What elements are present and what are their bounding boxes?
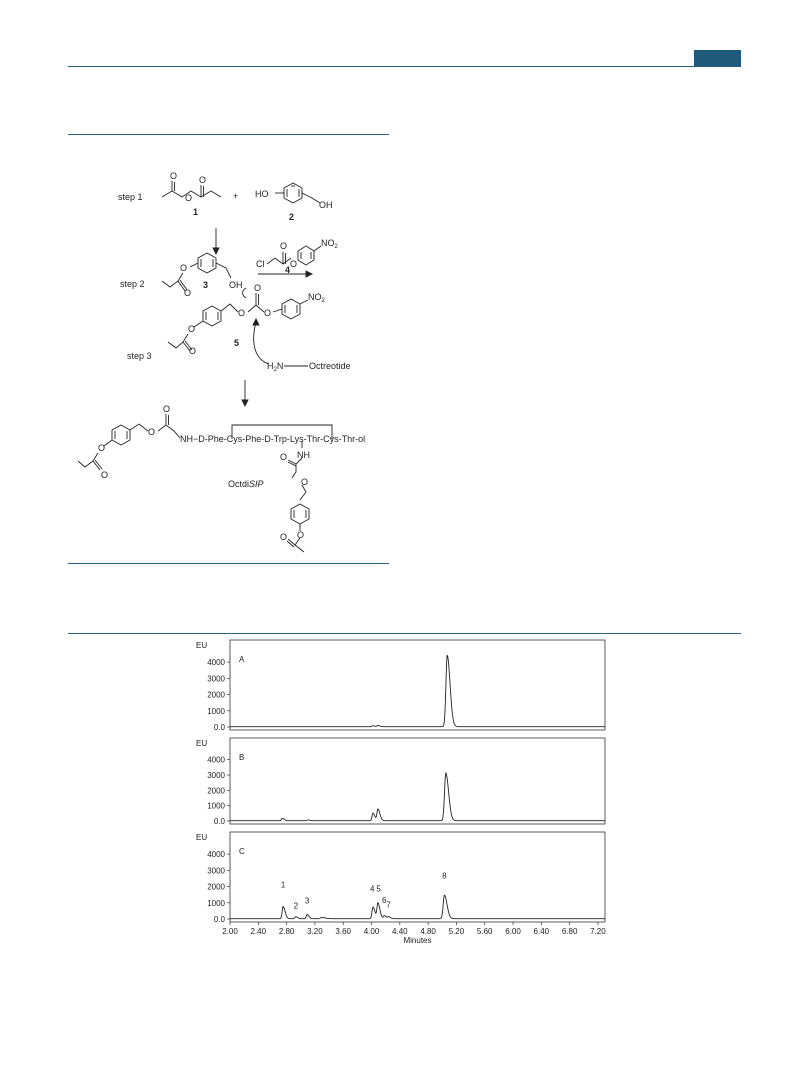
- atom-o: O: [280, 241, 288, 251]
- y-tick-label: 2000: [207, 690, 225, 700]
- x-tick-label: 7.20: [590, 927, 606, 936]
- product-label: OctdiSIP: [228, 479, 264, 489]
- figure-top-rule: [68, 633, 741, 634]
- y-tick-label: 3000: [207, 771, 225, 780]
- atom-o: O: [184, 288, 192, 298]
- y-tick-label: 2000: [207, 786, 225, 796]
- y-tick-label: 4000: [207, 658, 225, 668]
- chromatogram-trace: [230, 656, 605, 727]
- atom-oh: OH: [229, 280, 243, 290]
- peak-label: 5: [376, 884, 381, 894]
- x-tick-label: 4.40: [392, 927, 408, 936]
- x-tick-label: 6.00: [505, 927, 521, 936]
- compound-number: 3: [203, 280, 209, 290]
- y-axis-label: EU: [196, 641, 208, 650]
- atom-o: O: [185, 193, 193, 203]
- atom-ho: HO: [255, 189, 269, 199]
- y-tick-label: 0.0: [213, 723, 225, 732]
- atom-o: O: [180, 263, 188, 273]
- atom-o: O: [199, 175, 207, 185]
- y-tick-label: 4000: [207, 755, 225, 765]
- x-tick-label: 6.80: [561, 927, 578, 936]
- scheme-top-rule: [68, 134, 389, 135]
- octreotide-label: Octreotide: [309, 361, 351, 371]
- atom-o: O: [264, 308, 272, 318]
- chromatogram-trace: [230, 773, 605, 821]
- x-tick-label: 2.00: [222, 927, 238, 936]
- x-tick-label: 5.60: [476, 927, 493, 936]
- peak-label: 7: [386, 900, 391, 910]
- x-tick-label: 4.00: [363, 927, 380, 936]
- atom-o: O: [163, 404, 171, 414]
- y-tick-label: 3000: [207, 866, 225, 876]
- step-1-label: step 1: [118, 192, 143, 202]
- peak-label: 3: [304, 896, 310, 906]
- atom-oh: OH: [319, 200, 333, 210]
- x-axis-label: Minutes: [403, 936, 432, 945]
- atom-o: O: [290, 259, 298, 269]
- x-tick-label: 3.60: [335, 927, 351, 936]
- atom-o: O: [301, 477, 309, 487]
- header-accent-block: [694, 50, 741, 66]
- atom-o: O: [238, 308, 246, 318]
- chart-panel-frame: [230, 738, 605, 824]
- y-tick-label: 1000: [207, 801, 225, 811]
- atom-o: O: [254, 283, 262, 293]
- atom-o: O: [170, 171, 178, 181]
- x-tick-label: 5.20: [448, 927, 465, 936]
- compound-number: 4: [285, 265, 291, 275]
- peptide-chain: NH−D-Phe-Cys-Phe-D-Trp-Lys-Thr-Cys-Thr-ol: [180, 434, 366, 444]
- x-tick-label: 2.80: [278, 927, 295, 936]
- compound-number: 1: [193, 207, 199, 217]
- panel-label: C: [239, 847, 245, 856]
- atom-o: O: [280, 532, 288, 542]
- y-tick-label: 4000: [207, 850, 225, 860]
- chromatogram-trace: [230, 895, 605, 918]
- amine-group: $H_2N$: [267, 361, 284, 373]
- y-tick-label: 2000: [207, 882, 225, 892]
- x-tick-label: 3.20: [307, 927, 323, 936]
- atom-o: O: [280, 452, 288, 462]
- hplc-chromatogram: [190, 638, 620, 956]
- x-tick-label: 6.40: [533, 927, 550, 936]
- x-tick-label: 4.80: [420, 927, 436, 936]
- panel-label: A: [239, 655, 245, 664]
- atom-o: O: [101, 470, 109, 480]
- atom-o: O: [297, 530, 305, 540]
- chart-panel-frame: [230, 640, 605, 730]
- nitro-group: $NO_2$: [308, 292, 325, 304]
- y-tick-label: 3000: [207, 674, 225, 684]
- atom-o: O: [98, 443, 106, 453]
- nitro-group: $NO_2$: [321, 238, 338, 250]
- y-tick-label: 1000: [207, 706, 225, 716]
- y-tick-label: 0.0: [213, 915, 225, 924]
- atom-o: O: [189, 346, 197, 356]
- y-axis-label: EU: [196, 739, 208, 748]
- y-tick-label: 0.0: [213, 817, 225, 826]
- panel-label: B: [239, 753, 245, 762]
- peak-label: 4: [369, 884, 375, 894]
- x-tick-label: 2.40: [250, 927, 267, 936]
- compound-number: 5: [234, 338, 240, 348]
- peak-label: 6: [382, 895, 387, 905]
- atom-o: O: [188, 324, 196, 334]
- atom-cl: Cl: [256, 259, 265, 269]
- peak-label: 2: [293, 901, 299, 911]
- atom-o: O: [148, 427, 156, 437]
- header-rule: [68, 66, 741, 67]
- chart-panel-frame: [230, 832, 605, 922]
- peak-label: 8: [442, 871, 447, 881]
- peak-label: 1: [280, 880, 286, 890]
- plus-sign: +: [233, 191, 239, 201]
- scheme-bottom-rule: [68, 563, 389, 564]
- y-axis-label: EU: [196, 833, 208, 842]
- y-tick-label: 1000: [207, 898, 225, 908]
- step-3-label: step 3: [127, 351, 152, 361]
- compound-number: 2: [289, 212, 295, 222]
- atom-nh: NH: [297, 450, 310, 460]
- step-2-label: step 2: [120, 279, 145, 289]
- synthesis-scheme: [70, 140, 400, 560]
